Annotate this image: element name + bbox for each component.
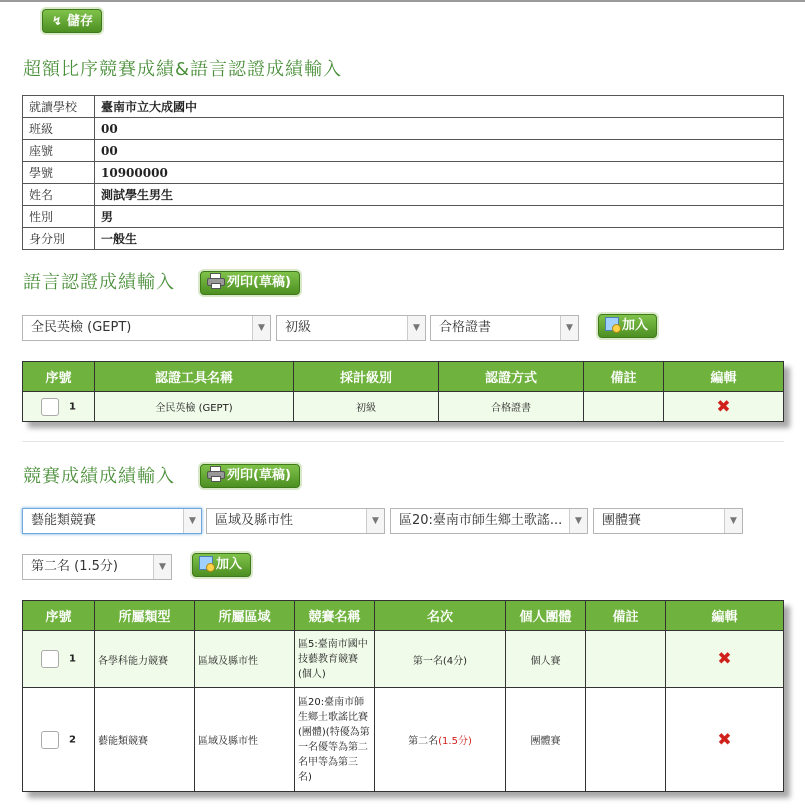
level-cell: 初級 [294,392,439,422]
table-row [23,392,784,422]
mode-cell: 個人賽 [506,631,586,688]
info-key: 身分別 [23,228,95,250]
competition-rank-select[interactable] [22,554,172,580]
select-value: 藝能類競賽 [31,513,97,528]
col-header: 備註 [586,601,666,631]
info-row [23,184,784,206]
language-print-button[interactable] [200,271,300,295]
row-checkbox[interactable] [41,650,59,668]
add-icon [199,556,213,570]
row-number: 2 [69,734,76,745]
row-checkbox[interactable] [41,731,59,749]
col-header: 所屬類型 [95,601,195,631]
row-checkbox[interactable] [41,398,59,416]
competition-region-select[interactable] [206,508,385,534]
delete-icon[interactable]: ✖ [717,729,732,750]
add-icon [605,317,619,331]
info-row [23,118,784,140]
col-header: 序號 [23,601,95,631]
select-value: 全民英檢 (GEPT) [31,320,132,335]
chevron-down-icon: ▼ [153,555,171,579]
rank-cell [375,631,506,688]
info-key: 就讀學校 [23,96,95,118]
select-value: 區域及縣市性 [215,513,294,528]
print-label: 列印(草稿) [227,468,291,483]
competition-name-cell: 區20:臺南市師生鄉土歌謠比賽(團體)(特優為第一名優等為第二名甲等為第三名) [295,688,375,792]
chevron-down-icon: ▼ [252,316,270,340]
language-section-title: 語言認證成績輸入 [23,272,175,293]
table-row [23,631,784,688]
info-key: 學號 [23,162,95,184]
col-header: 名次 [375,601,506,631]
select-value: 初級 [285,320,312,335]
info-row [23,206,784,228]
info-value: 10900000 [95,162,784,184]
type-cell: 藝能類競賽 [95,688,195,792]
rank-main: 第二名 [408,736,439,747]
competition-add-button[interactable] [192,553,251,577]
note-cell [586,631,666,688]
language-add-button[interactable] [598,314,657,338]
rank-score: (4分) [442,655,468,667]
col-header: 競賽名稱 [295,601,375,631]
section-divider [22,441,784,442]
printer-icon [207,466,225,482]
method-cell: 合格證書 [439,392,584,422]
note-cell [586,688,666,792]
region-cell: 區域及縣市性 [195,688,295,792]
student-info-table [22,95,784,250]
add-label: 加入 [216,557,243,572]
col-header: 個人團體 [506,601,586,631]
info-value: 00 [95,140,784,162]
rank-score: (1.5分) [438,736,472,747]
info-key: 性別 [23,206,95,228]
language-method-select[interactable] [430,315,579,341]
save-button-label: 儲存 [67,14,94,29]
info-row [23,228,784,250]
note-cell [584,392,664,422]
select-value: 第二名 (1.5分) [31,559,118,574]
chevron-down-icon: ▼ [569,509,587,533]
info-row [23,140,784,162]
info-key: 班級 [23,118,95,140]
delete-icon[interactable]: ✖ [717,649,732,669]
info-value: 男 [95,206,784,228]
info-value: 00 [95,118,784,140]
competition-type-select[interactable] [22,508,202,534]
language-table-wrap [22,361,784,422]
col-header: 備註 [584,362,664,392]
edit-cell [666,631,784,688]
row-number-cell [23,631,95,688]
edit-cell [666,688,784,792]
col-header: 認證工具名稱 [95,362,294,392]
info-key: 座號 [23,140,95,162]
col-header: 序號 [23,362,95,392]
info-key: 姓名 [23,184,95,206]
select-value: 區20:臺南市師生鄉土歌謠... [399,513,563,528]
col-header: 採計級別 [294,362,439,392]
page-title: 超額比序競賽成績&語言認證成績輸入 [23,59,343,80]
rank-main: 第一名 [412,655,443,667]
row-number-cell [23,688,95,792]
info-row [23,162,784,184]
col-header: 所屬區域 [195,601,295,631]
chevron-down-icon: ▼ [560,316,578,340]
competition-name-cell: 區5:臺南市國中技藝教育競賽(個人) [295,631,375,688]
row-number: 1 [69,653,76,665]
add-label: 加入 [622,318,649,333]
competition-table-wrap [22,600,784,792]
select-value: 團體賽 [602,513,642,528]
row-number-cell [23,392,95,422]
chevron-down-icon: ▼ [724,509,742,533]
edit-cell [664,392,784,422]
info-value: 臺南市立大成國中 [95,96,784,118]
competition-name-select[interactable] [390,508,588,534]
language-table [22,361,784,422]
mode-cell: 團體賽 [506,688,586,792]
chevron-down-icon: ▼ [366,509,384,533]
chevron-down-icon: ▼ [407,316,425,340]
printer-icon [207,273,225,289]
top-border [0,0,805,2]
table-row [23,688,784,792]
type-cell: 各學科能力競賽 [95,631,195,688]
competition-section-title: 競賽成績成績輸入 [23,466,175,487]
print-label: 列印(草稿) [227,275,291,290]
language-level-select[interactable] [276,315,426,341]
region-cell: 區域及縣市性 [195,631,295,688]
competition-print-button[interactable] [200,464,300,488]
competition-mode-select[interactable] [593,508,743,534]
save-icon: ↯ [51,14,63,28]
rank-cell [375,688,506,792]
select-value: 合格證書 [439,320,492,335]
competition-table [22,600,784,792]
info-value: 一般生 [95,228,784,250]
col-header: 認證方式 [439,362,584,392]
col-header: 編輯 [664,362,784,392]
language-tool-select[interactable] [22,315,271,341]
delete-icon[interactable]: ✖ [716,396,731,417]
chevron-down-icon: ▼ [183,509,201,533]
tool-cell: 全民英檢 (GEPT) [95,392,294,422]
info-value: 測試學生男生 [95,184,784,206]
col-header: 編輯 [666,601,784,631]
save-button[interactable] [42,9,102,33]
row-number: 1 [69,401,76,412]
info-row [23,96,784,118]
